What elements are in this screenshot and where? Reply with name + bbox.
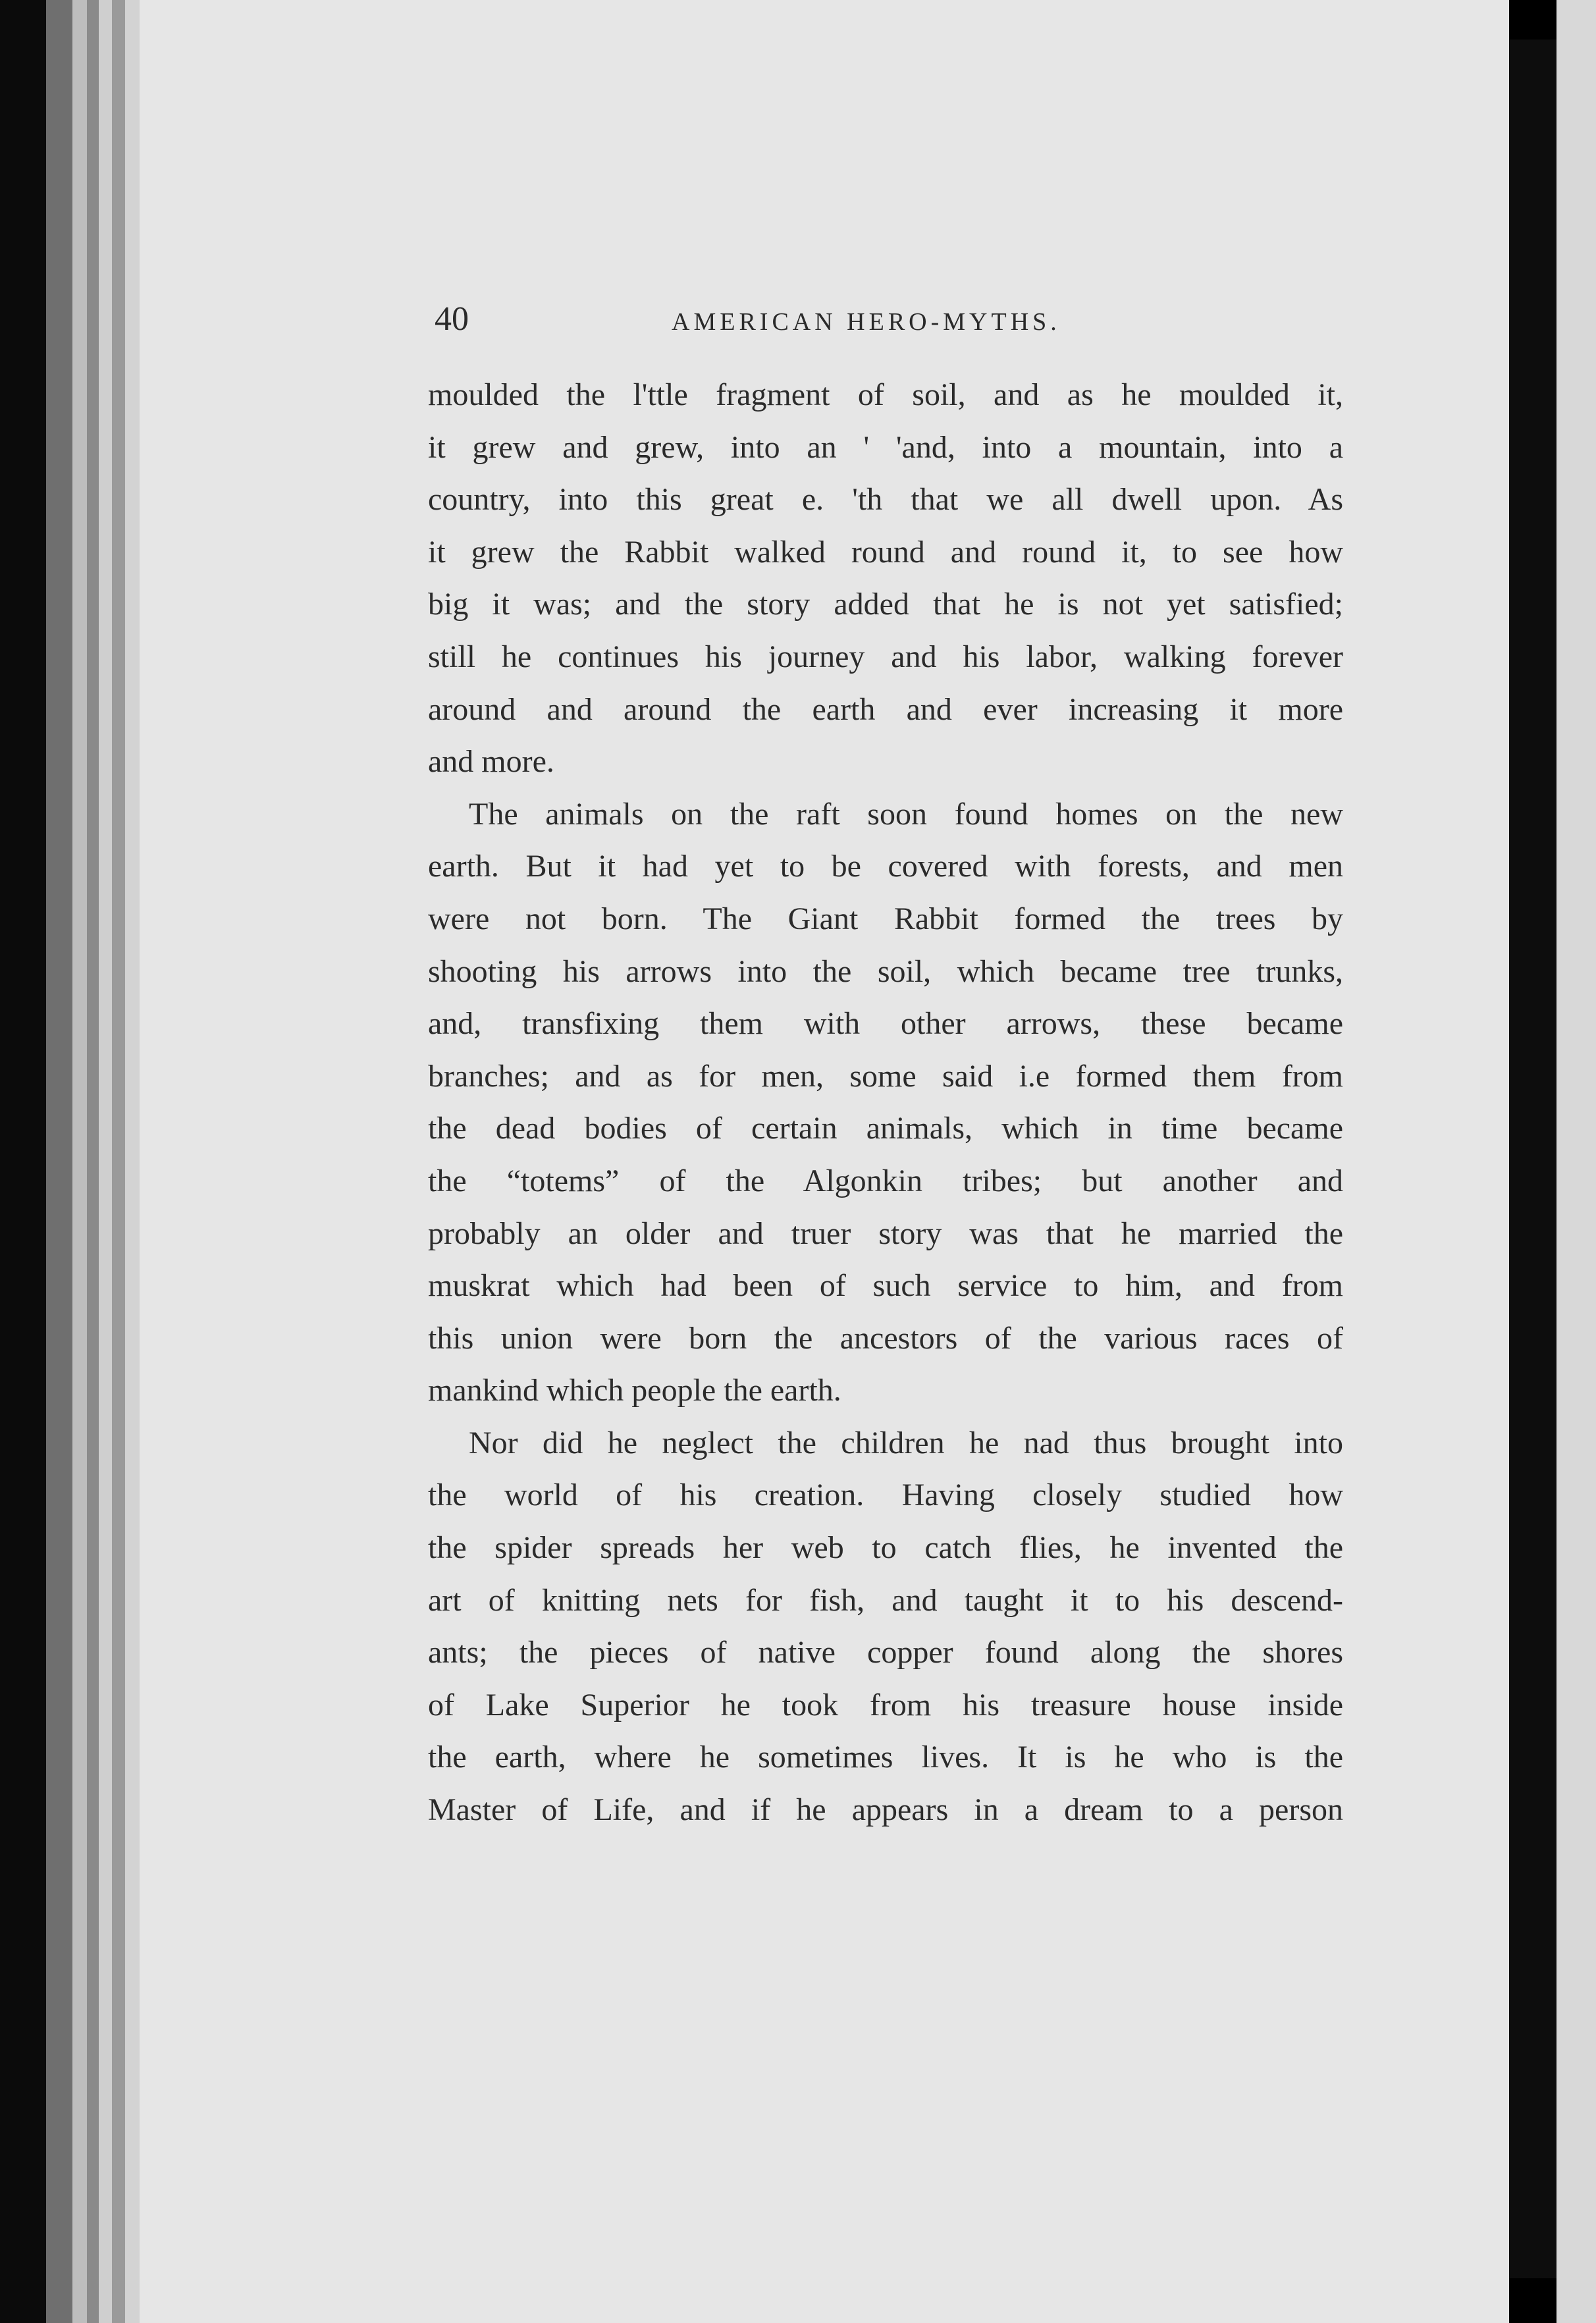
page-edge-stack xyxy=(72,0,87,2323)
page-edge-stack xyxy=(99,0,112,2323)
page-edge-shadow xyxy=(0,0,46,2323)
text-line: around and around the earth and ever increasing it more xyxy=(428,691,1343,727)
text-line: country, into this great e. 'th that we all dwell upon. As xyxy=(428,482,1343,518)
text-line: and, transfixing them with other arrows, these became xyxy=(428,1006,1343,1042)
text-line: The animals on the raft soon found homes on the new xyxy=(469,796,1343,832)
page-number: 40 xyxy=(435,300,469,338)
text-line: it grew and grew, into an ' 'and, into a mountain, into a xyxy=(428,429,1343,465)
text-line: of Lake Superior he took from his treasure house inside xyxy=(428,1687,1343,1722)
text-line: this union were born the ancestors of the various races of xyxy=(428,1320,1343,1356)
text-line: it grew the Rabbit walked round and round it, to see how xyxy=(428,534,1343,570)
text-line: big it was; and the story added that he is not yet satisfied; xyxy=(428,587,1343,622)
page-edge-stack xyxy=(125,0,140,2323)
text-line: the dead bodies of certain animals, which in time became xyxy=(428,1111,1343,1146)
page-edge-stack xyxy=(112,0,125,2323)
text-line: art of knitting nets for fish, and taught it to his descend- xyxy=(428,1582,1343,1618)
text-line: and more. xyxy=(428,744,554,780)
paragraph xyxy=(428,1417,1343,1836)
page-edge-stack xyxy=(46,0,72,2323)
text-line: branches; and as for men, some said i.e formed them from xyxy=(428,1058,1343,1094)
text-line: ants; the pieces of native copper found along the shores xyxy=(428,1635,1343,1670)
binding-shadow xyxy=(1509,40,1556,2278)
body-text xyxy=(428,369,1343,1836)
running-head xyxy=(435,300,1337,346)
facing-page-edge xyxy=(1556,0,1596,2323)
text-line: the spider spreads her web to catch flies, he invented the xyxy=(428,1530,1343,1566)
text-line: still he continues his journey and his labor, walking forever xyxy=(428,639,1343,674)
text-line: moulded the l'ttle fragment of soil, and as he moulded it, xyxy=(428,377,1343,412)
running-head-title: AMERICAN HERO-MYTHS. xyxy=(672,308,1061,336)
text-line: the world of his creation. Having closely studied how xyxy=(428,1478,1343,1513)
text-line: shooting his arrows into the soil, which became tree trunks, xyxy=(428,953,1343,989)
text-line: earth. But it had yet to be covered with forests, and men xyxy=(428,849,1343,884)
page-edge-stack xyxy=(87,0,99,2323)
text-line: Nor did he neglect the children he nad thus brought into xyxy=(469,1425,1343,1460)
text-line: were not born. The Giant Rabbit formed the trees by xyxy=(428,901,1343,936)
text-line: the earth, where he sometimes lives. It is he who is the xyxy=(428,1740,1343,1775)
paragraph xyxy=(428,369,1343,788)
paragraph xyxy=(428,788,1343,1417)
text-line: muskrat which had been of such service to him, and from xyxy=(428,1268,1343,1304)
text-line: probably an older and truer story was that he married the xyxy=(428,1215,1343,1251)
text-line: mankind which people the earth. xyxy=(428,1373,841,1408)
text-line: Master of Life, and if he appears in a dream to a person xyxy=(428,1792,1343,1828)
text-line: the “totems” of the Algonkin tribes; but another and xyxy=(428,1163,1343,1198)
